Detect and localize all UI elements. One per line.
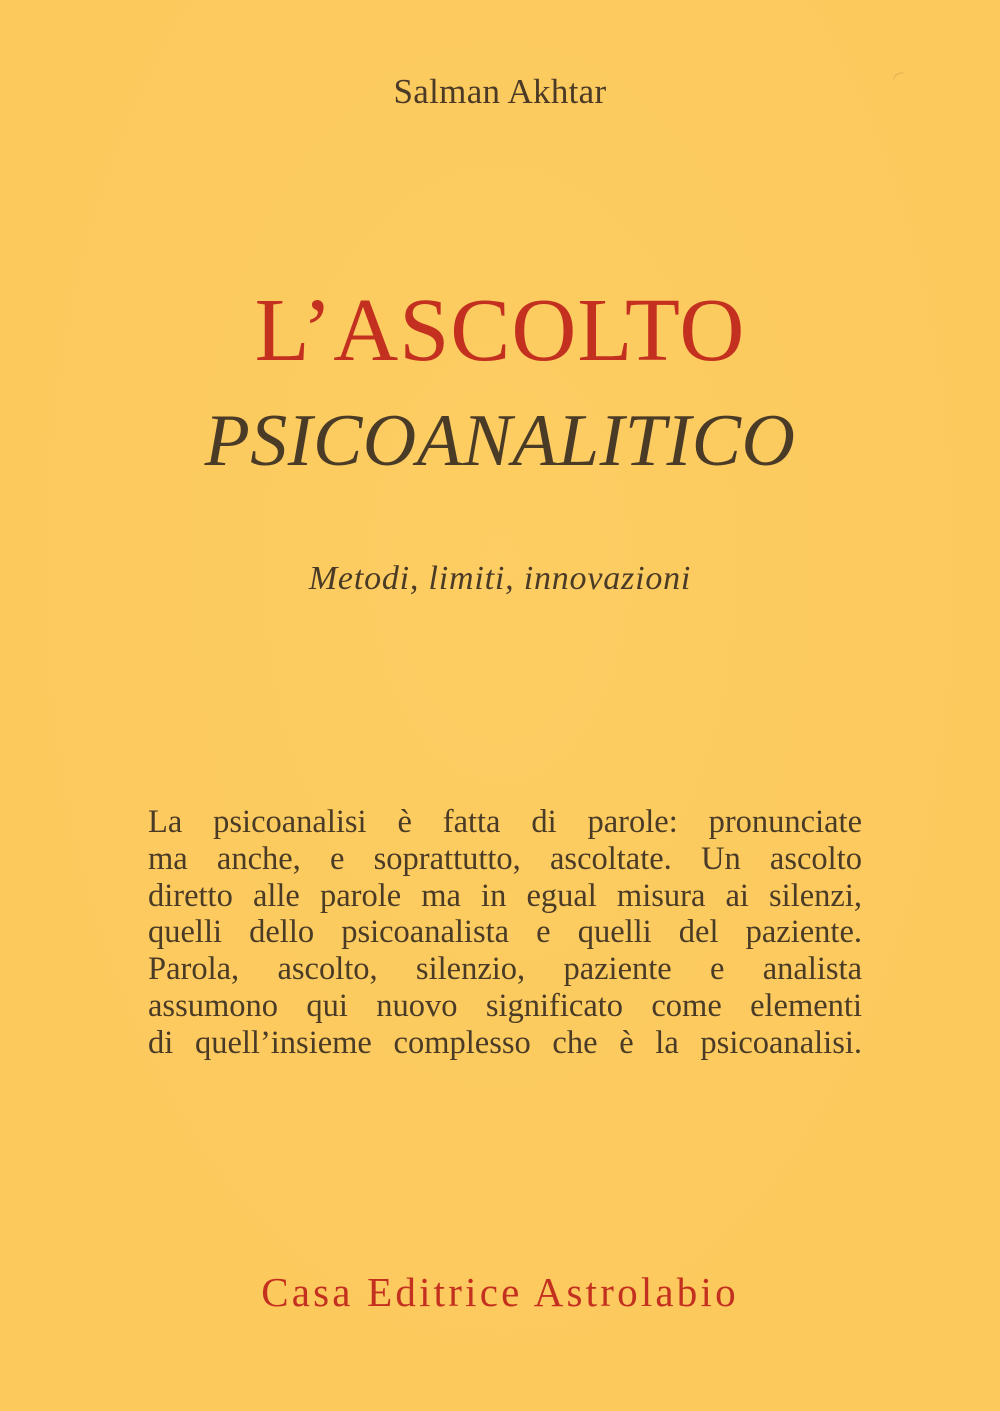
blurb-line: ma anche, e soprattutto, ascoltate. Un ascolto bbox=[148, 840, 862, 877]
blurb-line: assumono qui nuovo significato come elementi bbox=[148, 987, 862, 1024]
book-title-line-2: PSICOANALITICO bbox=[204, 400, 796, 482]
author-name: Salman Akhtar bbox=[393, 72, 607, 111]
book-title-line-1: L’ASCOLTO bbox=[254, 281, 746, 380]
blurb-line: Parola, ascolto, silenzio, paziente e analista bbox=[148, 951, 862, 988]
blurb-line: quelli dello psicoanalista e quelli del paziente. bbox=[148, 914, 862, 951]
blurb-line: diretto alle parole ma in egual misura ai silenzi, bbox=[148, 877, 862, 914]
publisher-name: Casa Editrice Astrolabio bbox=[261, 1269, 739, 1315]
blurb-line: di quell’insieme complesso che è la psicoanalisi. bbox=[148, 1024, 862, 1061]
book-subtitle: Metodi, limiti, innovazioni bbox=[308, 560, 692, 597]
blurb-line: La psicoanalisi è fatta di parole: pronunciate bbox=[148, 804, 862, 840]
cover-blurb bbox=[148, 804, 862, 1062]
